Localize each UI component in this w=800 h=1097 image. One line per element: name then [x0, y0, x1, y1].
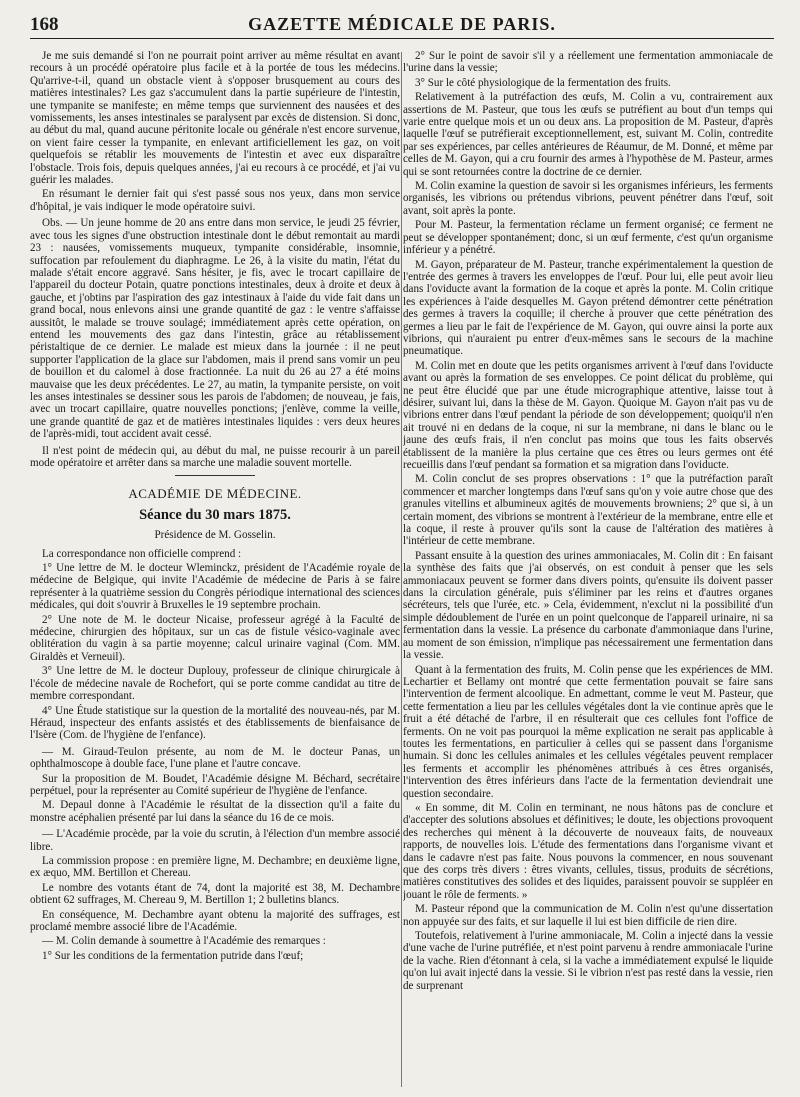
paragraph: Pour M. Pasteur, la fermentation réclame un ferment organisé; ce ferment ne peut se développer spontanément; donc, si un œuf fermente, c'est qu'un organisme inférieur y a pénétré. [403, 219, 773, 257]
paragraph: M. Colin met en doute que les petits organismes arrivent à l'œuf dans l'oviducte avant ou après la formation de ses enveloppes. Ce point délicat du problème, qui ne peut être élucidé que par une étude micrographique attentive, laisse tout à désirer, suivant lui, dans la thèse de M. Gayon. Quoique M. Gayon n'ait pas vu de vibrions entrer dans l'œuf pendant la période de son développement; quoiqu'il n'en ait trouvé ni en dedans de la coque, ni sur la membrane, ni dans le blanc ou le jaune des œufs frais, il n'en conclut pas moins que tous les faits observés établissent de la manière la plus certaine que ces êtres ou leurs germes ont été recueillis dans l'œuf pendant sa formation et sa migration dans l'oviducte. [403, 359, 773, 471]
paragraph: 3° Une lettre de M. le docteur Duplouy, professeur de clinique chirurgicale à l'école de médecine navale de Rochefort, qui se porte comme candidat au titre de membre correspondant. [30, 665, 400, 703]
paragraph: M. Gayon, préparateur de M. Pasteur, tranche expérimentalement la question de l'entrée des germes à travers les enveloppes de l'œuf. Pour lui, elle peut avoir lieu dans l'oviducte avant la formation de la coque et après la ponte. M. Colin critique les expériences à l'aide desquelles M. Gayon prétend démontrer cette pénétration des germes à travers la coquille; il cherche à prouver que cette pénétration des germes a lieu par le fait de l'expérience de M. Gayon, qui ouvre ainsi la porte aux vibrions, qui n'auraient pu entrer d'eux-mêmes sans le secours de la machine pneumatique. [403, 258, 773, 358]
paragraph: 2° Une note de M. le docteur Nicaise, professeur agrégé à la Faculté de médecine, chirurgien des hôpitaux, sur un cas de fistule vésico-vaginale avec oblitération du vagin à sa partie moyenne; calcul urinaire vaginal (Com. MM. Giraldès et Verneuil). [30, 613, 400, 663]
paragraph: En résumant le dernier fait qui s'est passé sous nos yeux, dans mon service d'hôpital, je vais indiquer le mode opératoire suivi. [30, 188, 400, 213]
paragraph: La correspondance non officielle comprend : [42, 547, 242, 560]
right-column [403, 50, 773, 1090]
page-header [30, 12, 774, 39]
paragraph: 1° Une lettre de M. le docteur Wleminckz, président de l'Académie royale de médecine de Belgique, qui invite l'Académie de médecine de Paris à se faire représenter à la quatrième session du Congrès périodique international des sciences médicales, qui doit s'ouvrir à Bruxelles le 19 septembre prochain. [30, 562, 400, 612]
paragraph: Sur la proposition de M. Boudet, l'Académie désigne M. Béchard, secrétaire perpétuel, pour la représenter au Comité supérieur de l'hygiène de l'enfance. [30, 772, 400, 797]
paragraph: M. Colin examine la question de savoir si les organismes inférieurs, les ferments organisés, les vibrions ou prétendus vibrions, peuvent pénétrer dans l'œuf, soit avant, soit après la ponte. [403, 180, 773, 217]
paragraph: 4° Une Étude statistique sur la question de la mortalité des nouveau-nés, par M. Héraud, inspecteur des enfants assistés et des établissements de bienfaisance de l'Isère (Com. de l'hygiène de l'enfance). [30, 704, 400, 742]
page-number: 168 [30, 14, 59, 35]
paragraph: En conséquence, M. Dechambre ayant obtenu la majorité des suffrages, est proclamé membre associé libre de l'Académie. [30, 908, 400, 933]
paragraph: M. Depaul donne à l'Académie le résultat de la dissection qu'il a faite du monstre acéphalien présenté par lui dans la séance du 16 de ce mois. [30, 799, 400, 824]
running-title: GAZETTE MÉDICALE DE PARIS. [248, 14, 556, 34]
session-title: Séance du 30 mars 1875. [139, 506, 291, 523]
paragraph: 2° Sur le point de savoir s'il y a réellement une fermentation ammoniacale de l'urine dans la vessie; [403, 50, 773, 75]
paragraph: Je me suis demandé si l'on ne pourrait point arriver au même résultat en avant recours à un procédé opératoire plus facile et à la portée de tous les médecins. Qu'arrive-t-il, quand un obstacle vient à s'opposer brusquement au cours des matières intestinales? Les gaz s'accumulent dans la partie supérieure de l'intestin, une tympanite se manifeste; en même temps que surviennent des nausées et des vomissements, les anses intestinales se paralysent par excès de distension. Si donc, au début du mal, quand aucune péritonite locale ou générale n'est encore survenue, on vient faire cesser la tympanite, en enlevant artificiellement les gaz, on voit quelquefois se rétablir les mouvements de l'intestin et avec eux disparaître l'obstacle. Trois fois, depuis quelques années, j'ai eu recours à ce procédé, et j'ai vu guérir les malades. [30, 50, 400, 187]
paragraph: Il n'est point de médecin qui, au début du mal, ne puisse recourir à un pareil mode opératoire et arrêter dans sa marche une maladie souvent mortelle. [30, 444, 400, 469]
paragraph: — M. Giraud-Teulon présente, au nom de M. le docteur Panas, un ophthalmoscope à double face, l'une plane et l'autre concave. [30, 745, 400, 771]
paragraph: Toutefois, relativement à l'urine ammoniacale, M. Colin a injecté dans la vessie d'une vache de l'urine putréfiée, et n'est point parvenu à rendre ammoniacale l'urine de la vache. Rien d'étonnant à cela, si la vache a immédiatement expulsé le liquide qu'on lui avait injecté dans la vessie. Si le vibrion n'est pas resté dans la vessie, rien de surprenant [403, 930, 773, 992]
section-heading: ACADÉMIE DE MÉDECINE. [128, 486, 302, 502]
column-divider [401, 52, 402, 1087]
paragraph: Le nombre des votants étant de 74, dont la majorité est 38, M. Dechambre obtient 62 suffrages, M. Chereau 9, M. Bertillon 1; 2 bulletins blancs. [30, 881, 400, 907]
paragraph: 3° Sur le côté physiologique de la fermentation des fruits. [415, 76, 671, 89]
paragraph: Passant ensuite à la question des urines ammoniacales, M. Colin dit : En faisant la synthèse des faits que j'ai observés, on est conduit à penser que les sels ammoniacaux peuvent se former dans divers points, qu'ensuite ils doivent passer dans la circulation générale, puis s'éliminer par les reins et d'autres organes sécréteurs, tels que l'urée, etc. » Cela, évidemment, n'exclut ni la possibilité d'un simple dédoublement de l'urée en un point quelconque de l'appareil urinaire, ni sa fermentation dans la vessie. La présence du carbonate d'ammoniaque dans l'urine, au moment de son émission, n'implique pas nécessairement une fermentation dans la vessie. [403, 549, 773, 662]
paragraph: — L'Académie procède, par la voie du scrutin, à l'élection d'un membre associé libre. [30, 828, 400, 853]
paragraph: 1° Sur les conditions de la fermentation putride dans l'œuf; [42, 949, 304, 962]
paragraph: Quant à la fermentation des fruits, M. Colin pense que les expériences de MM. Lechartier et Bellamy ont montré que cette fermentation pouvait se faire sans l'intervention de ferment alcoolique. En admettant, comme le veut M. Pasteur, que cette fermentation a lieu par les cellules végétales dont la vie continue après que le fruit a été détaché de l'arbre, il en résulterait que ces cellules font l'office de ferments. On ne voit pas pourquoi la même explication ne serait pas applicable à toutes les fermentations, en particulier à celles qui se passent dans l'organisme humain. Si donc les cellules animales et les cellules végétales peuvent remplacer les ferments et accomplir les phénomènes attribués à ces êtres organisés, l'intervention des êtres inférieurs dans l'acte de la fermentation deviendrait une question secondaire. [403, 663, 773, 800]
presidency-line: Présidence de M. Gosselin. [154, 529, 276, 542]
left-column [30, 50, 400, 1090]
paragraph: La commission propose : en première ligne, M. Dechambre; en deuxième ligne, ex æquo, MM. Bertillon et Chereau. [30, 854, 400, 880]
paragraph: M. Colin conclut de ses propres observations : 1° que la putréfaction paraît commencer et marcher longtemps dans l'œuf sans qu'on y voie autre chose que des granules vitellins et albumineux agités de mouvements browniens; 2° que si, à un certain moment, des vibrions se montrent à l'extérieur de la membrane, entre elle et la coque, il reste à prouver qu'ils sont la cause de l'altération des matières à l'intérieur de cette membrane. [403, 473, 773, 548]
paragraph: M. Pasteur répond que la communication de M. Colin n'est qu'une dissertation non appuyée sur des faits, et sur laquelle il lui est bien difficile de rien dire. [403, 903, 773, 928]
section-separator [175, 475, 255, 476]
paragraph: Relativement à la putréfaction des œufs, M. Colin a vu, contrairement aux assertions de M. Pasteur, que tous les œufs se putréfient au bout d'un temps qui varie entre quelque mois et un ou deux ans. La proposition de M. Pasteur, d'après laquelle l'œuf se putréfierait exceptionnellement, est, suivant M. Colin, contredite par ses expériences, par celles antérieures de Réaumur, de M. Donné, et même par celles de M. Gayon, qui a cru fournir des armes à l'hypothèse de M. Pasteur, armes qui se sont retournées contre la doctrine de ce dernier. [403, 91, 773, 178]
paragraph: — M. Colin demande à soumettre à l'Académie des remarques : [42, 935, 326, 948]
observation-paragraph: Obs. — Un jeune homme de 20 ans entre dans mon service, le jeudi 25 février, avec tous les signes d'une obstruction intestinale dont le début remontait au mardi 23 : nausées, vomissements muqueux, tympanite considérable, insomnie, suffocation par refoulement du diaphragme. Le 26, à la visite du matin, l'état du malade s'était encore aggravé. Sans hésiter, je fis, avec le trocart capillaire de l'appareil du docteur Potain, quatre ponctions intestinales, deux à droite et deux à gauche, et j'obtins par l'aspiration des gaz intestinaux à l'aide du vide fait dans un grand bocal, nous enlevons ainsi une grande quantité de gaz : le ventre s'affaisse aussitôt, le malade se trouve soulagé; immédiatement après cette opération, on entend les mouvements des gaz dans l'intestin, grâce au rétablissement péristaltique de ce dernier. Le malade est mieux dans la journée : il ne peut supporter l'application de la glace sur l'abdomen, mais il prend sans vomir un peu de bouillon et du calomel à dose fractionnée. La nuit du 26 au 27 a été moins mauvaise que les deux précédentes. Le 27, au matin, la tympanite persiste, on voit les anses intestinales se dessiner sous les parois de l'abdomen; de nouveau, je fais, avec un trocart capillaire, quatre nouvelles ponctions; j'enlève, comme la veille, une grande quantité de gaz et de matières intestinales liquides : vers deux heures de l'après-midi, tout accident avait cessé. [30, 217, 400, 441]
paragraph: « En somme, dit M. Colin en terminant, ne nous hâtons pas de conclure et d'accepter des solutions absolues et définitives; le doute, les objections provoquent des recherches qui mènent à la découverte de nouveaux faits, de nouveaux rapports, de nouvelles lois. L'étude des fermentations dans l'organisme vivant et dans le cadavre n'est pas faite. Nous pouvons la commencer, en nous souvenant que des corps très divers : êtres vivants, cellules, tissus, produits de sécrétions, matières constitutives des solides et des liquides, paraissent pouvoir se suppléer en jouant le rôle de ferments. » [403, 801, 773, 901]
